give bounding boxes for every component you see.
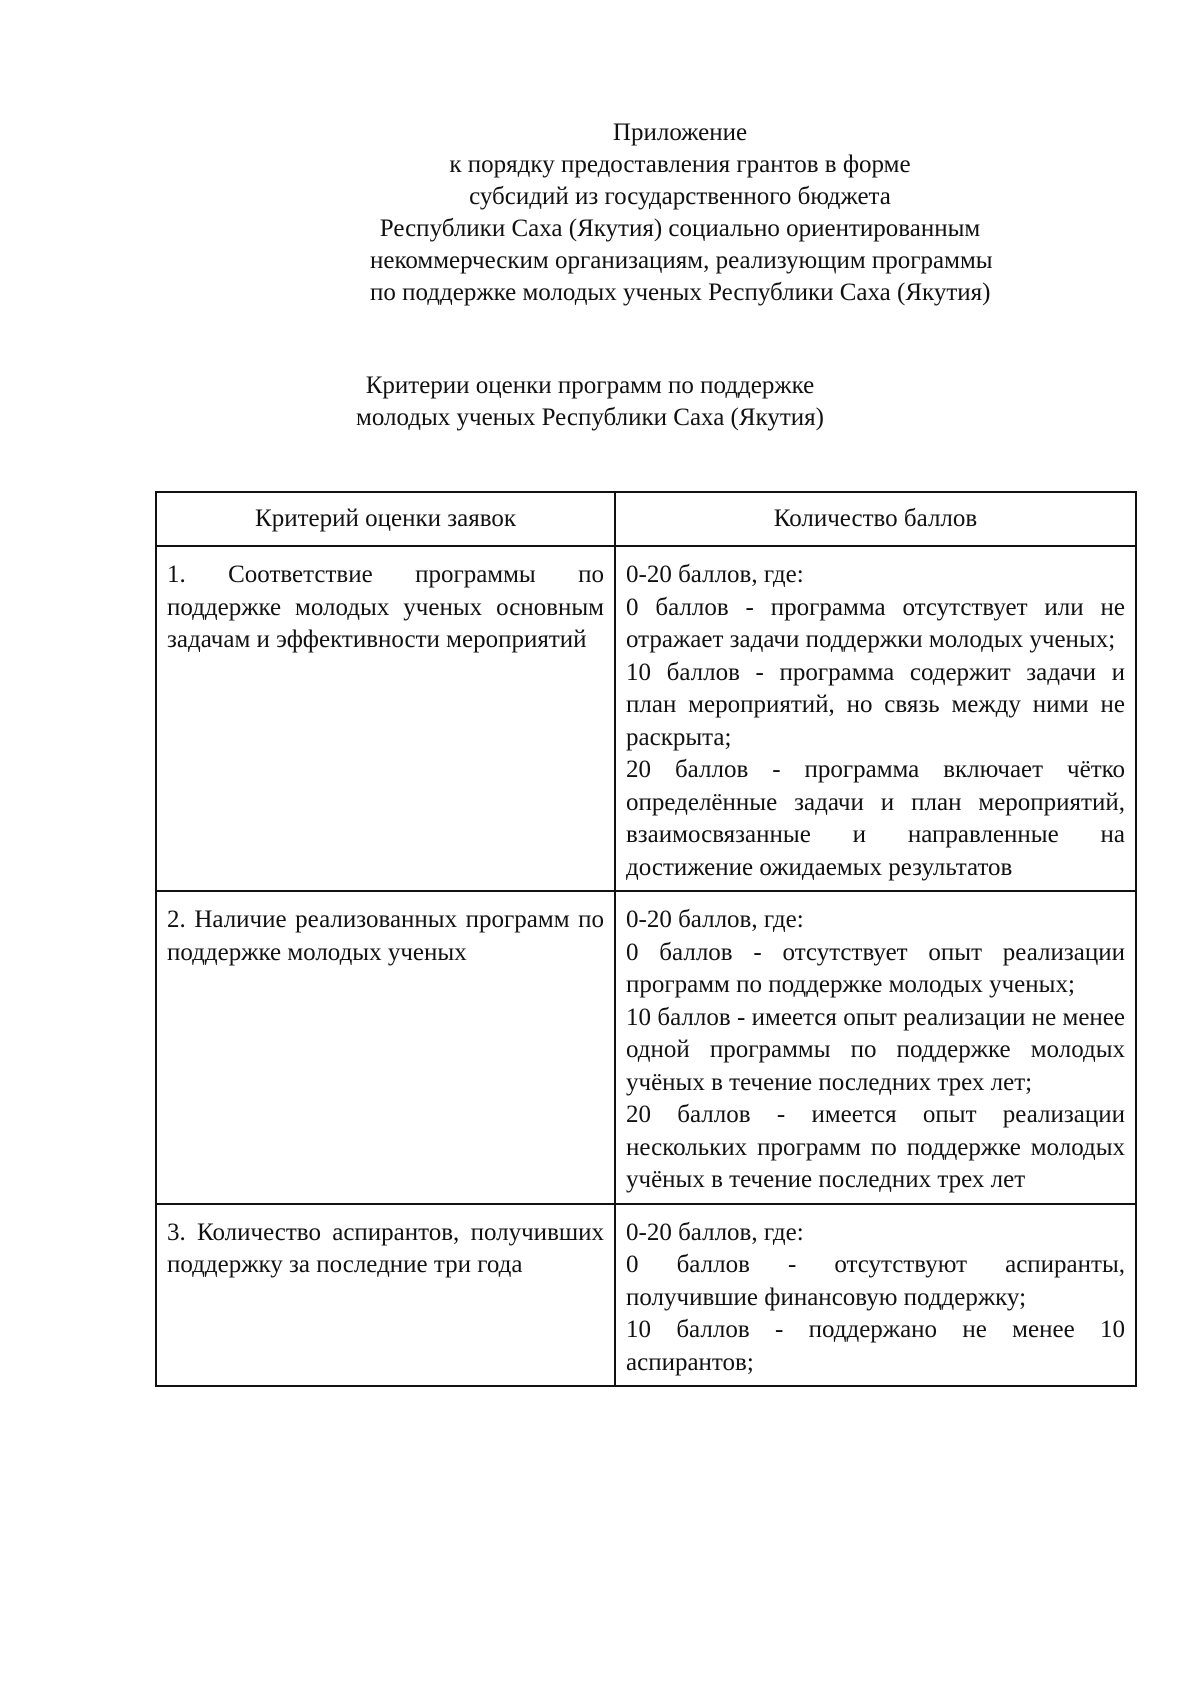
column-header-criterion: Критерий оценки заявок bbox=[156, 492, 615, 546]
table-row bbox=[156, 546, 1136, 891]
criterion-cell: 3. Количество аспирантов, получивших поддержку за последние три года bbox=[156, 1204, 615, 1387]
table-row bbox=[156, 1204, 1136, 1387]
criteria-table bbox=[155, 491, 1137, 1387]
criterion-cell: 2. Наличие реализованных программ по поддержке молодых ученых bbox=[156, 891, 615, 1204]
points-line: 10 баллов - программа содержит задачи и план мероприятий, но связь между ними не раскрыта; bbox=[626, 658, 1125, 751]
document-title bbox=[140, 370, 1040, 434]
points-line: 0-20 баллов, где: bbox=[626, 906, 804, 933]
points-cell bbox=[615, 546, 1136, 891]
table-header-row bbox=[156, 492, 1136, 546]
title-line: молодых ученых Республики Саха (Якутия) bbox=[356, 404, 824, 431]
appendix-line: по поддержке молодых ученых Республики Саха (Якутия) bbox=[370, 279, 991, 306]
appendix-line: к порядку предоставления грантов в форме bbox=[449, 151, 911, 178]
points-cell bbox=[615, 891, 1136, 1204]
criterion-cell: 1. Соответствие программы по поддержке молодых ученых основным задачам и эффективности мероприятий bbox=[156, 546, 615, 891]
points-line: 0 баллов - отсутствуют аспиранты, получившие финансовую поддержку; bbox=[626, 1251, 1125, 1311]
points-line: 0 баллов - отсутствует опыт реализации программ по поддержке молодых ученых; bbox=[626, 938, 1125, 998]
title-line: Критерии оценки программ по поддержке bbox=[365, 372, 815, 399]
table-row bbox=[156, 891, 1136, 1204]
points-line: 10 баллов - имеется опыт реализации не менее одной программы по поддержке молодых учёных в течение последних трех лет; bbox=[626, 1003, 1125, 1096]
appendix-line: Республики Саха (Якутия) социально ориентированным bbox=[379, 215, 981, 242]
appendix-header bbox=[370, 117, 993, 309]
points-line: 0-20 баллов, где: bbox=[626, 561, 804, 588]
appendix-line: Приложение bbox=[612, 119, 748, 146]
points-cell bbox=[615, 1204, 1136, 1387]
column-header-points: Количество баллов bbox=[615, 492, 1136, 546]
points-line: 20 баллов - программа включает чётко определённые задачи и план мероприятий, взаимосвязанные и направленные на достижение ожидаемых результатов bbox=[626, 756, 1125, 881]
points-line: 20 баллов - имеется опыт реализации нескольких программ по поддержке молодых учёных в течение последних трех лет bbox=[626, 1101, 1125, 1193]
points-line: 0-20 баллов, где: bbox=[626, 1218, 804, 1246]
appendix-line: субсидий из государственного бюджета bbox=[469, 183, 891, 210]
points-line: 10 баллов - поддержано не менее 10 аспирантов; bbox=[626, 1316, 1125, 1376]
appendix-line: некоммерческим организациям, реализующим программы bbox=[370, 247, 993, 274]
points-line: 0 баллов - программа отсутствует или не отражает задачи поддержки молодых ученых; bbox=[626, 593, 1125, 653]
